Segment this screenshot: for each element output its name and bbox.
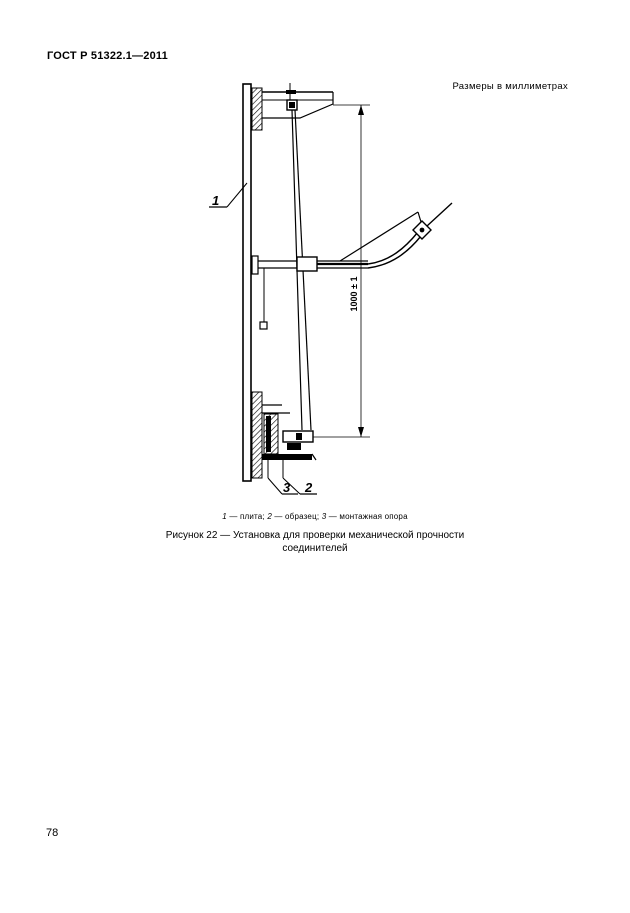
dimension-label: 1000 ± 1 <box>349 276 359 312</box>
callout-plate <box>209 183 247 208</box>
caption-line-1: Рисунок 22 — Установка для проверки механической прочности <box>165 530 465 541</box>
label-1: 1 <box>212 193 220 208</box>
legend-num-2: 2 <box>267 512 272 521</box>
callout-support <box>268 478 298 495</box>
figure-legend <box>0 512 630 521</box>
caption-line-2: соединителей <box>282 543 348 554</box>
dimension-1000 <box>313 105 370 437</box>
plate <box>243 84 251 481</box>
page-number: 78 <box>46 827 59 839</box>
legend-text-3: — монтажная опора <box>326 512 408 521</box>
label-3: 3 <box>283 480 291 495</box>
legend-text-2: — образец; <box>271 512 322 521</box>
figure-caption <box>0 529 630 555</box>
legend-text-1: — плита; <box>226 512 268 521</box>
label-2: 2 <box>305 480 313 495</box>
units-note: Размеры в миллиметрах <box>452 81 568 92</box>
pulling-arm <box>252 203 452 274</box>
standard-header: ГОСТ Р 51322.1—2011 <box>47 50 168 62</box>
bottom-mounting-support <box>252 392 316 478</box>
legend-num-1: 1 <box>222 512 227 521</box>
legend-num-3: 3 <box>321 512 327 521</box>
side-pendant <box>260 268 267 329</box>
